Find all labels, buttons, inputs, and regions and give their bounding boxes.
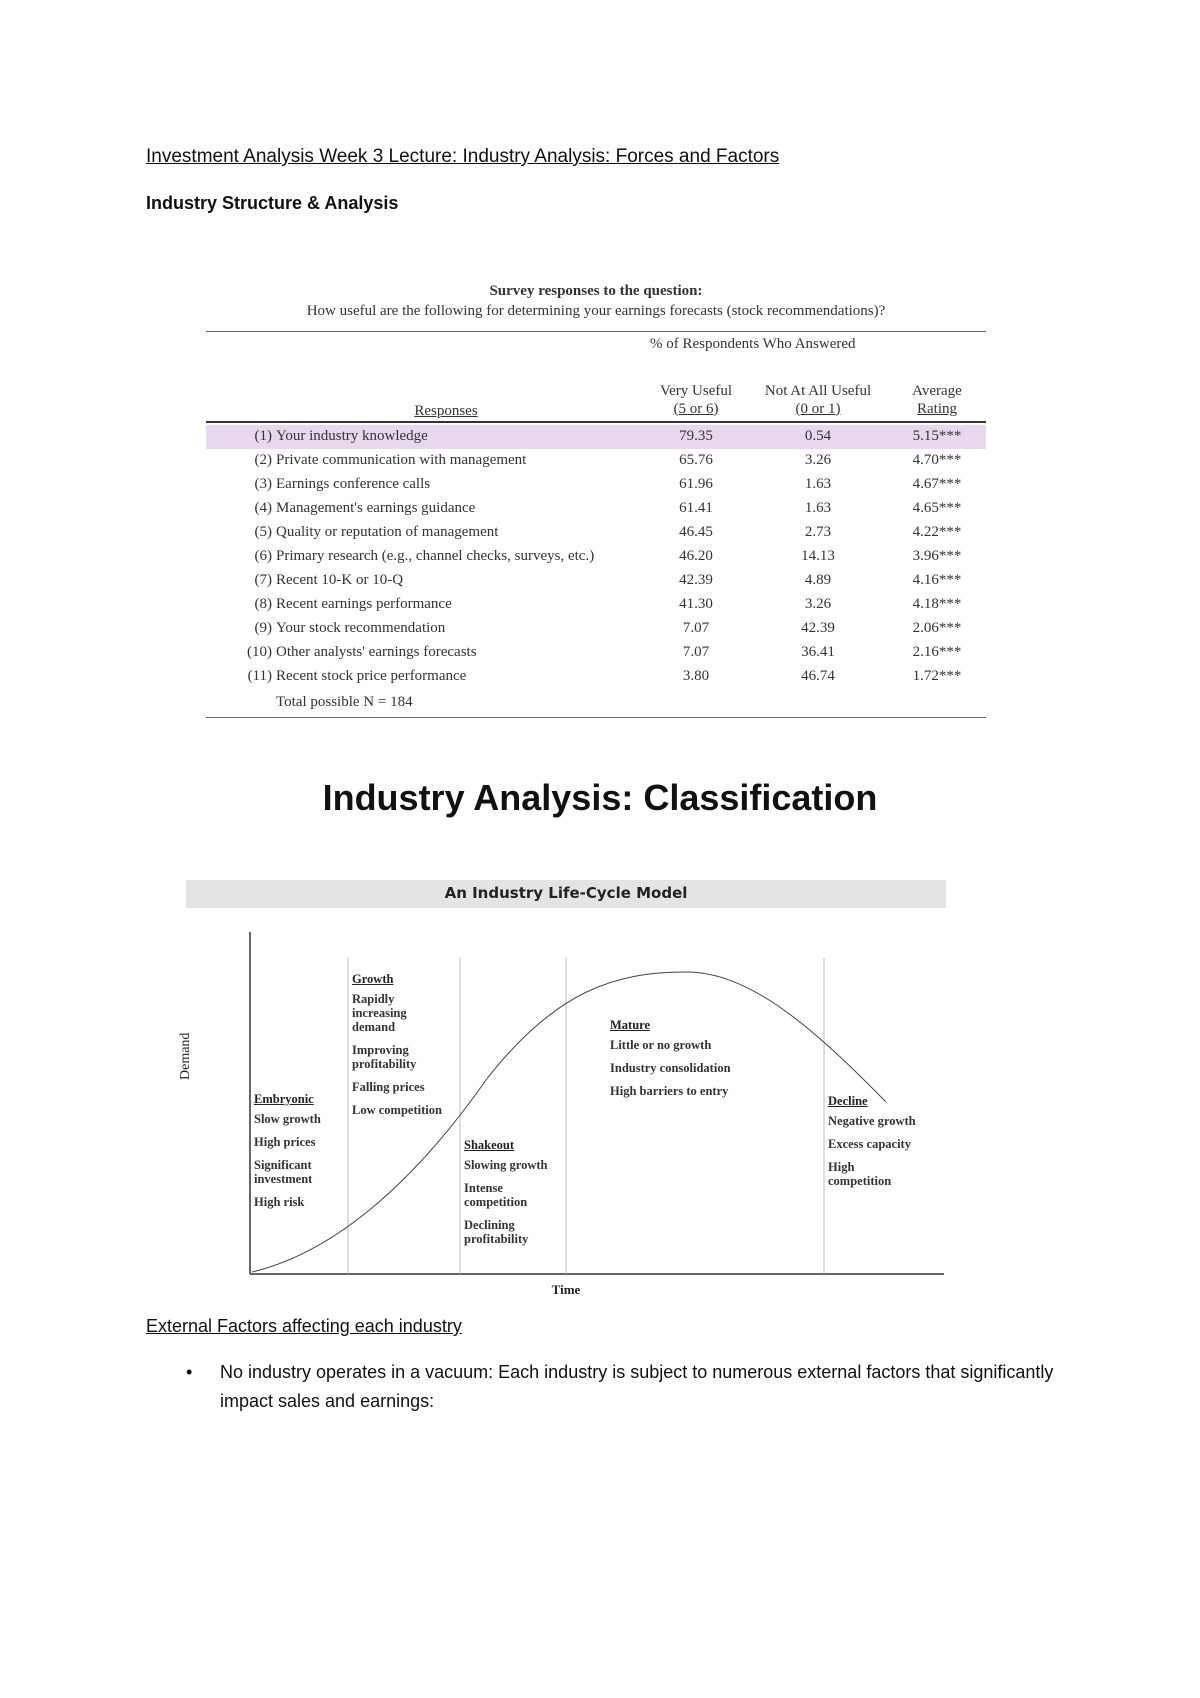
bullet-marker: • xyxy=(186,1362,193,1382)
row-very-useful: 3.80 xyxy=(682,668,710,684)
row-average: 4.18*** xyxy=(912,596,962,612)
row-not-useful: 2.73 xyxy=(804,524,832,540)
table-row xyxy=(206,593,986,617)
stage-name: Decline xyxy=(828,1094,868,1108)
row-very-useful: 41.30 xyxy=(679,596,713,612)
stage-growth xyxy=(352,972,442,1126)
stage-item: Falling prices xyxy=(352,1080,425,1094)
table-row xyxy=(206,521,986,545)
row-response: Private communication with management xyxy=(276,452,527,468)
row-number: (3) xyxy=(254,476,272,492)
table-bottom-rule xyxy=(206,717,986,718)
stage-item: Slowing growth xyxy=(464,1158,548,1172)
stage-item: Low competition xyxy=(352,1103,442,1117)
row-very-useful: 61.41 xyxy=(679,500,713,516)
table-row xyxy=(206,425,986,449)
row-average: 3.96*** xyxy=(912,548,962,564)
lifecycle-chart xyxy=(186,880,946,1300)
col-responses: Responses xyxy=(414,403,478,419)
document-title: Investment Analysis Week 3 Lecture: Industry Analysis: Forces and Factors xyxy=(146,146,780,167)
row-response: Other analysts' earnings forecasts xyxy=(276,644,477,660)
stage-embryonic xyxy=(254,1092,344,1218)
row-number: (4) xyxy=(254,500,272,516)
row-not-useful: 46.74 xyxy=(801,668,835,684)
stage-item: High barriers to entry xyxy=(610,1084,729,1098)
table-row xyxy=(206,641,986,665)
lifecycle-figure xyxy=(178,880,946,1300)
slide-title: Industry Analysis: Classification xyxy=(322,777,878,818)
col-average: Average xyxy=(912,383,962,399)
survey-caption-title: Survey responses to the question: xyxy=(489,283,703,299)
stage-item: Industry consolidation xyxy=(610,1061,731,1075)
stage-name: Embryonic xyxy=(254,1092,314,1106)
table-top-rule xyxy=(206,331,986,332)
row-not-useful: 1.63 xyxy=(804,500,832,516)
stage-decline xyxy=(828,1094,918,1197)
row-response: Primary research (e.g., channel checks, surveys, etc.) xyxy=(276,548,595,564)
row-not-useful: 3.26 xyxy=(804,596,832,612)
survey-table xyxy=(206,283,986,723)
row-response: Your stock recommendation xyxy=(276,620,446,636)
row-not-useful: 36.41 xyxy=(801,644,835,660)
col-not-useful-sub: (0 or 1) xyxy=(795,401,841,417)
row-response: Quality or reputation of management xyxy=(276,524,499,540)
row-number: (5) xyxy=(254,524,272,540)
stage-item: High risk xyxy=(254,1195,305,1209)
row-response: Recent stock price performance xyxy=(276,668,467,684)
row-not-useful: 14.13 xyxy=(801,548,835,564)
lifecycle-curve xyxy=(252,972,886,1272)
row-not-useful: 0.54 xyxy=(804,428,832,444)
stage-item: High prices xyxy=(254,1135,316,1149)
stage-item: High competition xyxy=(828,1160,892,1188)
table-row xyxy=(206,617,986,641)
lifecycle-title: An Industry Life-Cycle Model xyxy=(444,884,688,902)
survey-caption-question: How useful are the following for determining your earnings forecasts (stock recommendations)? xyxy=(306,303,886,319)
stage-item: Little or no growth xyxy=(610,1038,712,1052)
row-very-useful: 7.07 xyxy=(682,620,710,636)
row-average: 4.22*** xyxy=(912,524,962,540)
row-number: (10) xyxy=(247,644,272,660)
row-very-useful: 42.39 xyxy=(679,572,713,588)
section-heading: Industry Structure & Analysis xyxy=(146,193,399,213)
row-average: 4.65*** xyxy=(912,500,962,516)
row-average: 5.15*** xyxy=(912,428,962,444)
row-response: Earnings conference calls xyxy=(276,476,431,492)
table-row xyxy=(206,449,986,473)
stage-item: Improving profitability xyxy=(352,1043,417,1071)
row-number: (1) xyxy=(254,428,272,444)
table-row xyxy=(206,497,986,521)
stage-item: Slow growth xyxy=(254,1112,321,1126)
row-not-useful: 1.63 xyxy=(804,476,832,492)
row-average: 4.16*** xyxy=(912,572,962,588)
bullet-text: No industry operates in a vacuum: Each industry is subject to numerous external factors that significantly impact sales and earnings: xyxy=(220,1362,1054,1411)
y-axis-label: Demand xyxy=(178,1032,193,1080)
row-average: 4.67*** xyxy=(912,476,962,492)
table-row xyxy=(206,473,986,497)
stage-shakeout xyxy=(464,1138,554,1255)
row-average: 2.06*** xyxy=(912,620,962,636)
stage-item: Negative growth xyxy=(828,1114,916,1128)
row-not-useful: 4.89 xyxy=(804,572,832,588)
total-n: Total possible N = 184 xyxy=(276,694,413,710)
stage-item: Intense competition xyxy=(464,1181,528,1209)
stage-item: Rapidly increasing demand xyxy=(352,992,407,1034)
stage-name: Growth xyxy=(352,972,394,986)
stage-name: Mature xyxy=(610,1018,651,1032)
row-response: Recent earnings performance xyxy=(276,596,452,612)
row-very-useful: 61.96 xyxy=(679,476,713,492)
row-very-useful: 46.20 xyxy=(679,548,713,564)
col-average-sub: Rating xyxy=(917,401,957,417)
table-row xyxy=(206,569,986,593)
x-axis-label: Time xyxy=(551,1282,581,1297)
stage-name: Shakeout xyxy=(464,1138,515,1152)
row-response: Recent 10-K or 10-Q xyxy=(276,572,404,588)
col-not-useful: Not At All Useful xyxy=(764,383,872,399)
row-not-useful: 42.39 xyxy=(801,620,835,636)
stage-item: Excess capacity xyxy=(828,1137,911,1151)
row-number: (8) xyxy=(254,596,272,612)
row-number: (7) xyxy=(254,572,272,588)
table-row xyxy=(206,545,986,569)
row-very-useful: 65.76 xyxy=(679,452,713,468)
row-number: (11) xyxy=(247,668,272,684)
row-very-useful: 46.45 xyxy=(679,524,713,540)
col-very-useful: Very Useful xyxy=(659,383,733,399)
table-row xyxy=(206,665,986,689)
row-very-useful: 7.07 xyxy=(682,644,710,660)
external-factors-heading: External Factors affecting each industry xyxy=(146,1316,462,1336)
row-very-useful: 79.35 xyxy=(679,428,713,444)
row-average: 4.70*** xyxy=(912,452,962,468)
stage-mature xyxy=(610,1018,790,1107)
row-not-useful: 3.26 xyxy=(804,452,832,468)
row-response: Your industry knowledge xyxy=(276,428,428,444)
stage-item: Significant investment xyxy=(254,1158,313,1186)
row-response: Management's earnings guidance xyxy=(276,500,476,516)
group-header: % of Respondents Who Answered xyxy=(650,336,856,352)
stage-item: Declining profitability xyxy=(464,1218,529,1246)
header-rule xyxy=(206,421,986,423)
row-average: 1.72*** xyxy=(912,668,962,684)
row-number: (9) xyxy=(254,620,272,636)
row-number: (6) xyxy=(254,548,272,564)
row-number: (2) xyxy=(254,452,272,468)
col-very-useful-sub: (5 or 6) xyxy=(673,401,719,417)
row-average: 2.16*** xyxy=(912,644,962,660)
